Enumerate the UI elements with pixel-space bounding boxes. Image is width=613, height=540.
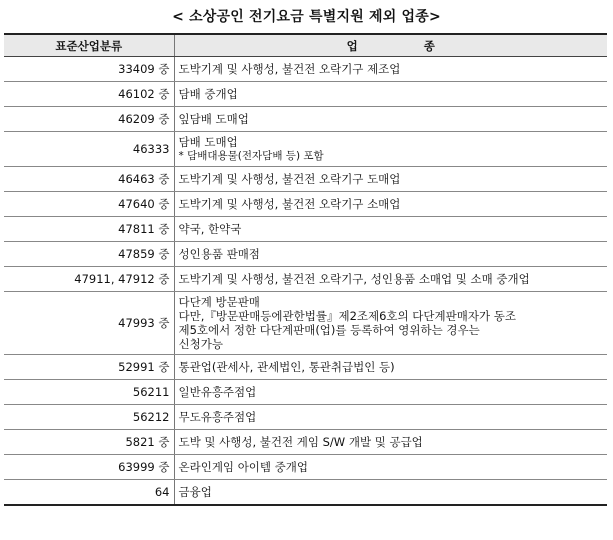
industry-code-cell: 56212 [4, 405, 174, 430]
table-body [4, 57, 607, 506]
business-type-cell [174, 430, 607, 455]
business-type-cell [174, 217, 607, 242]
table-row [4, 480, 607, 506]
business-type-cell [174, 267, 607, 292]
business-type-cell [174, 405, 607, 430]
excluded-industries-table [4, 33, 607, 506]
business-type-line: 다단계 방문판매 [178, 295, 260, 309]
business-type-line: 신청가능 [178, 337, 223, 351]
business-type-cell [174, 167, 607, 192]
industry-code-cell: 56211 [4, 380, 174, 405]
table-row [4, 355, 607, 380]
business-type-line: 일반유흥주점업 [178, 385, 257, 399]
industry-code-cell: 47859 중 [4, 242, 174, 267]
business-type-line: 무도유흥주점업 [178, 410, 257, 424]
table-row [4, 242, 607, 267]
business-type-cell [174, 192, 607, 217]
industry-code-cell: 46209 중 [4, 107, 174, 132]
business-type-line: 약국, 한약국 [178, 222, 242, 236]
industry-code-cell: 52991 중 [4, 355, 174, 380]
business-type-cell [174, 57, 607, 82]
business-type-line: 금융업 [178, 485, 212, 499]
business-type-line: 온라인게임 아이템 중개업 [178, 460, 309, 474]
industry-code-cell: 47911, 47912 중 [4, 267, 174, 292]
industry-code-cell: 47640 중 [4, 192, 174, 217]
business-type-note: * 담배대용물(전자담배 등) 포함 [178, 150, 324, 162]
table-row [4, 167, 607, 192]
business-type-line: 담배 중개업 [178, 87, 238, 101]
business-type-line: 잎담배 도매업 [178, 112, 249, 126]
business-type-cell [174, 455, 607, 480]
industry-code-cell: 46333 [4, 132, 174, 167]
business-type-line: 도박기계 및 사행성, 불건전 오락기구 소매업 [178, 197, 401, 211]
business-type-cell [174, 107, 607, 132]
table-row [4, 217, 607, 242]
table-row [4, 57, 607, 82]
industry-code-cell: 47811 중 [4, 217, 174, 242]
industry-code-cell: 46102 중 [4, 82, 174, 107]
header-industry-code: 표준산업분류 [4, 34, 174, 57]
table-row [4, 405, 607, 430]
business-type-line: 담배 도매업 [178, 135, 238, 149]
industry-code-cell: 47993 중 [4, 292, 174, 355]
business-type-line: 다만,『방문판매등에관한법률』제2조제6호의 다단계판매자가 동조 [178, 309, 516, 323]
table-row [4, 267, 607, 292]
table-row [4, 82, 607, 107]
table-row [4, 455, 607, 480]
business-type-cell [174, 132, 607, 167]
table-row [4, 430, 607, 455]
document-title: < 소상공인 전기요금 특별지원 제외 업종> [172, 9, 441, 25]
industry-code-cell: 5821 중 [4, 430, 174, 455]
table-row [4, 192, 607, 217]
business-type-line: 제5호에서 정한 다단계판매(업)를 등록하여 영위하는 경우는 [178, 323, 480, 337]
industry-code-cell: 63999 중 [4, 455, 174, 480]
header-business-type: 업 종 [174, 34, 607, 57]
business-type-cell [174, 355, 607, 380]
table-row [4, 107, 607, 132]
business-type-cell [174, 82, 607, 107]
business-type-line: 도박기계 및 사행성, 불건전 오락기구 제조업 [178, 62, 401, 76]
table-header-row [4, 34, 607, 57]
table-row [4, 132, 607, 167]
business-type-line: 통관업(관세사, 관세법인, 통관취급법인 등) [178, 360, 395, 374]
business-type-cell [174, 242, 607, 267]
industry-code-cell: 46463 중 [4, 167, 174, 192]
business-type-line: 도박 및 사행성, 불건전 게임 S/W 개발 및 공급업 [178, 435, 423, 449]
business-type-cell [174, 480, 607, 506]
business-type-line: 도박기계 및 사행성, 불건전 오락기구, 성인용품 소매업 및 소매 중개업 [178, 272, 530, 286]
business-type-line: 도박기계 및 사행성, 불건전 오락기구 도매업 [178, 172, 401, 186]
business-type-line: 성인용품 판매점 [178, 247, 260, 261]
business-type-cell [174, 380, 607, 405]
table-row [4, 380, 607, 405]
table-row [4, 292, 607, 355]
industry-code-cell: 64 [4, 480, 174, 506]
industry-code-cell: 33409 중 [4, 57, 174, 82]
business-type-cell [174, 292, 607, 355]
